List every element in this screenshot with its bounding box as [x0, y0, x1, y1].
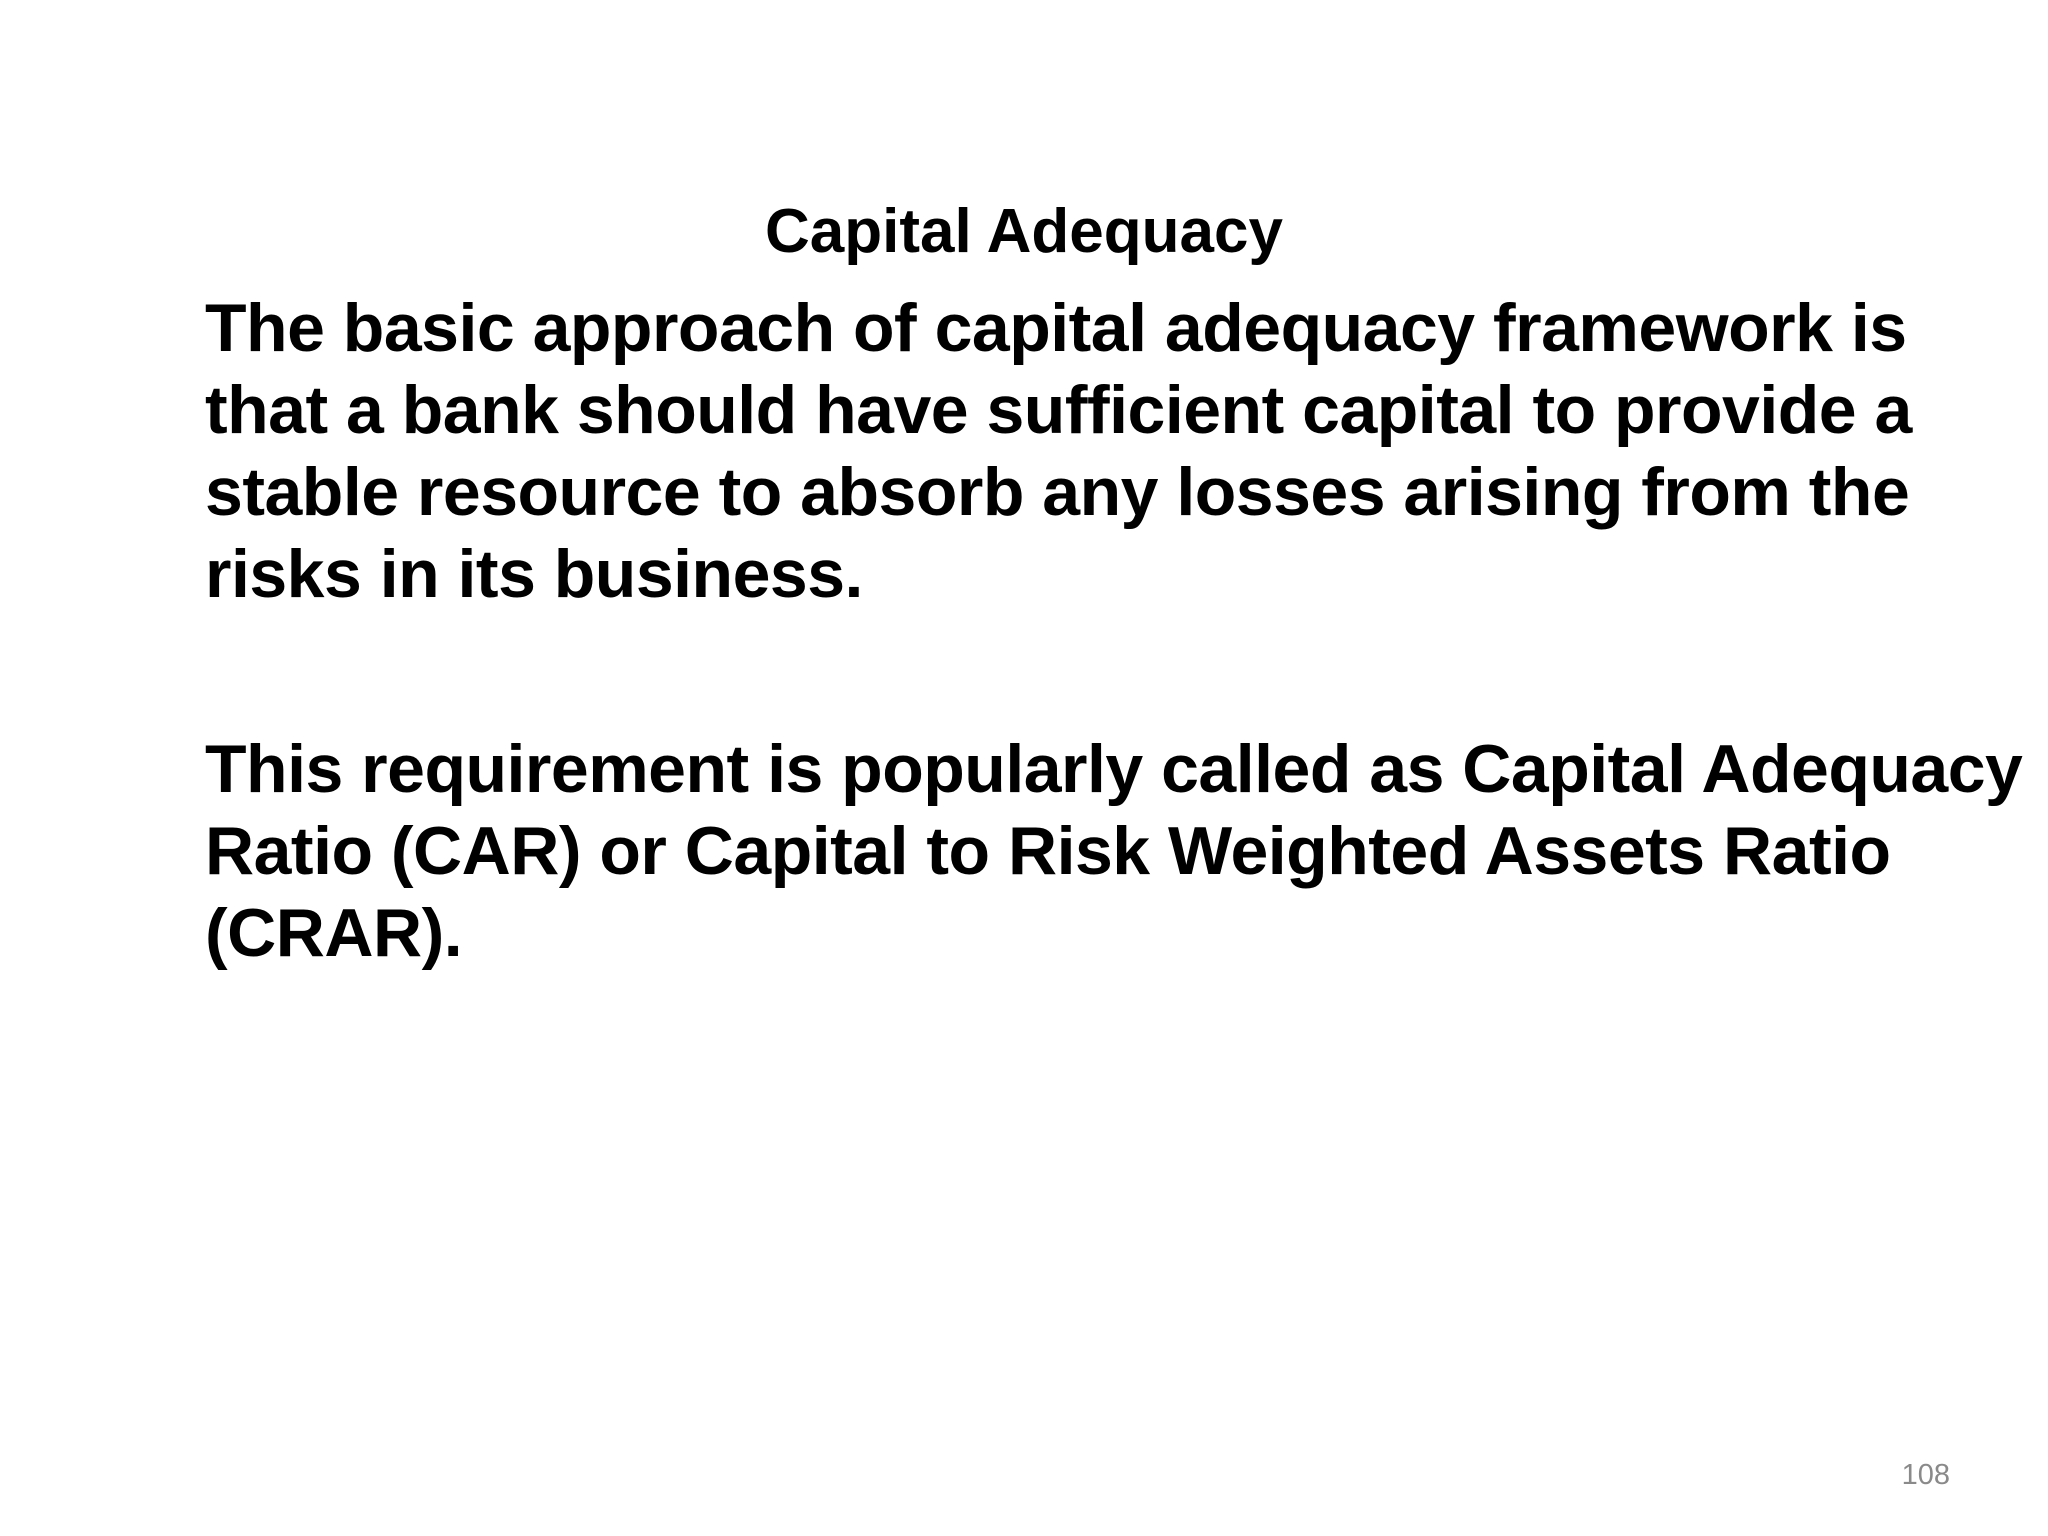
- text-line: (CRAR).: [205, 895, 463, 971]
- slide-body: [205, 287, 2023, 974]
- paragraph-car-crar: [205, 728, 2023, 974]
- text-line: stable resource to absorb any losses arising from the: [205, 454, 1910, 530]
- text-line: risks in its business.: [205, 536, 863, 612]
- paragraph-definition: [205, 287, 1985, 615]
- text-line: The basic approach of capital adequacy framework is: [205, 290, 1907, 366]
- text-line: that a bank should have sufficient capital to provide a: [205, 372, 1912, 448]
- text-line: Ratio (CAR) or Capital to Risk Weighted Assets Ratio: [205, 813, 1891, 889]
- page-number: 108: [1901, 1459, 1950, 1491]
- text-line: This requirement is popularly called as Capital Adequacy: [205, 731, 2023, 807]
- slide-title: Capital Adequacy: [765, 197, 1283, 266]
